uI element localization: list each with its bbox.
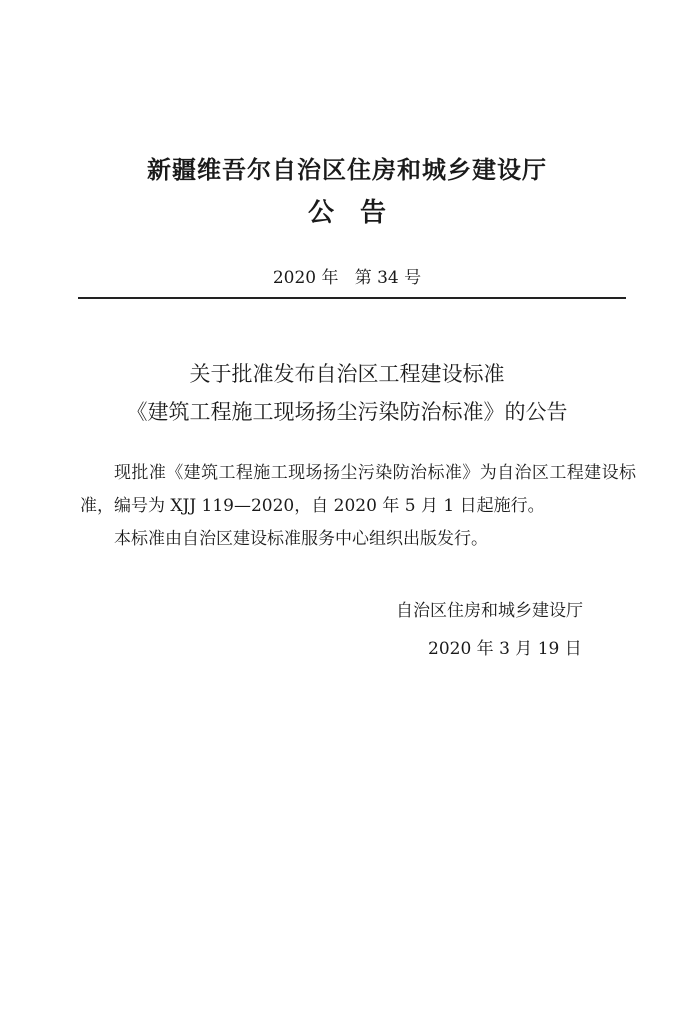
- body-paragraph-approval: 现批准《建筑工程施工现场扬尘污染防治标准》为自治区工程建设标准，编号为 XJJ 119—2020，自 2020 年 5 月 1 日起施行。: [80, 463, 636, 516]
- document-type-title: 公告: [307, 198, 412, 228]
- signature-organization: 自治区住房和城乡建设厅: [396, 601, 583, 621]
- issuer-title: 新疆维吾尔自治区住房和城乡建设厅: [147, 156, 547, 184]
- header-divider: [78, 297, 626, 299]
- body-paragraph-publication: 本标准由自治区建设标准服务中心组织出版发行。: [114, 529, 488, 549]
- notice-title-line1: 关于批准发布自治区工程建设标准: [189, 362, 505, 386]
- notice-body: [80, 457, 636, 556]
- notice-title-line2: 《建筑工程施工现场扬尘污染防治标准》的公告: [126, 400, 568, 424]
- signature-date: 2020 年 3 月 19 日: [428, 639, 582, 659]
- issue-number: 2020 年 第 34 号: [272, 268, 422, 288]
